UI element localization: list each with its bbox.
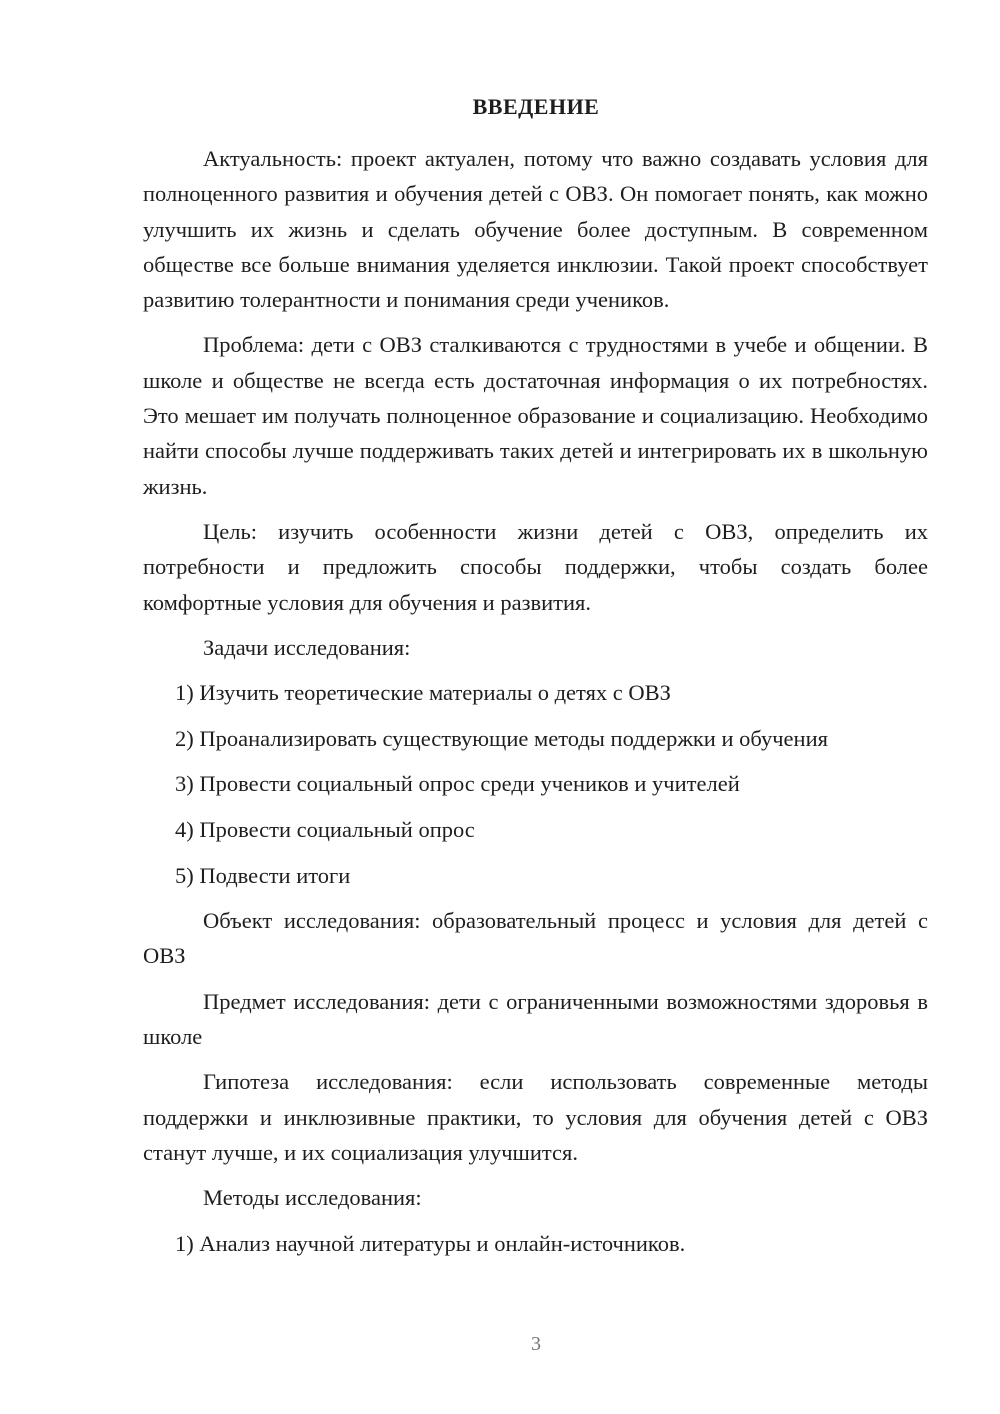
object-paragraph: Объект исследования: образовательный процесс и условия для детей с ОВЗ xyxy=(143,908,928,969)
hypothesis-paragraph: Гипотеза исследования: если использовать современные методы поддержки и инклюзивные практики, то условия для обучения детей с ОВЗ станут лучше, и их социализация улучшится. xyxy=(143,1069,928,1165)
task-item-1: 1) Изучить теоретические материалы о детях с ОВЗ xyxy=(175,680,671,706)
subject-paragraph: Предмет исследования: дети с ограниченными возможностями здоровья в школе xyxy=(143,988,928,1050)
relevance-paragraph: Актуальность: проект актуален, потому что важно создавать условия для полноценного развития и обучения детей с ОВЗ. Он помогает понять, как можно улучшить их жизнь и сделать обучение более доступным. В современном обществе все больше внимания уделяется инклюзии. Такой проект способствует развитию толерантности и понимания среди учеников. xyxy=(143,146,928,313)
page-number: 3 xyxy=(531,1333,541,1355)
goal-paragraph: Цель: изучить особенности жизни детей с ОВЗ, определить их потребности и предложить способы поддержки, чтобы создать более комфортные условия для обучения и развития. xyxy=(143,518,928,615)
task-item-3: 3) Провести социальный опрос среди учеников и учителей xyxy=(175,771,740,797)
task-item-4: 4) Провести социальный опрос xyxy=(175,816,475,842)
method-item-1: 1) Анализ научной литературы и онлайн-источников. xyxy=(175,1230,686,1256)
task-item-2: 2) Проанализировать существующие методы поддержки и обучения xyxy=(175,725,828,751)
methods-heading: Методы исследования: xyxy=(203,1185,422,1211)
task-item-5: 5) Подвести итоги xyxy=(175,862,351,888)
page-title: ВВЕДЕНИЕ xyxy=(472,94,600,119)
problem-paragraph: Проблема: дети с ОВЗ сталкиваются с трудностями в учебе и общении. В школе и обществе не всегда есть достаточная информация о их потребностях. Это мешает им получать полноценное образование и социализацию. Необходимо найти способы лучше поддерживать таких детей и интегрировать их в школьную жизнь. xyxy=(143,332,928,499)
tasks-heading: Задачи исследования: xyxy=(203,634,411,660)
document-body xyxy=(143,141,928,1271)
